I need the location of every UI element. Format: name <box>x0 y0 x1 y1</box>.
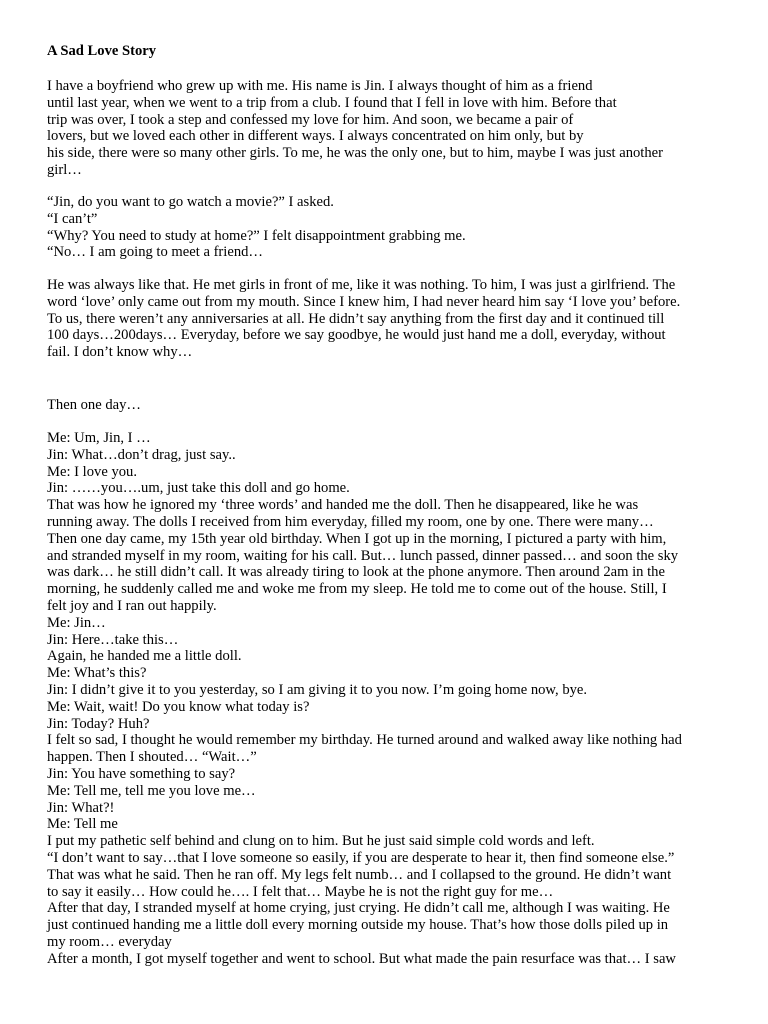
text-line: That was how he ignored my ‘three words’ and handed me the doll. Then he disappeared, like he was <box>47 497 639 514</box>
text-line: “I can’t” <box>47 210 98 227</box>
text-line: After that day, I stranded myself at home crying, just crying. He didn’t call me, although I was waiting. He <box>47 900 670 917</box>
text-line: He was always like that. He met girls in front of me, like it was nothing. To him, I was just a girlfriend. The <box>47 277 676 293</box>
text-line: girl… <box>47 161 82 178</box>
paragraph-then-one-day <box>47 397 141 414</box>
text-line: 100 days…200days… Everyday, before we say goodbye, he would just hand me a doll, everyday, without <box>47 327 666 344</box>
dialogue-confession <box>47 430 682 968</box>
text-line: Me: Tell me <box>47 816 118 833</box>
text-line: “Jin, do you want to go watch a movie?” I asked. <box>47 194 334 210</box>
text-line: Jin: Here…take this… <box>47 631 179 648</box>
text-line: trip was over, I took a step and confessed my love for him. And soon, we became a pair of <box>47 111 574 128</box>
text-line: “I don’t want to say…that I love someone so easily, if you are desperate to hear it, then find someone else.” <box>47 849 675 866</box>
document-title: A Sad Love Story <box>47 43 157 59</box>
text-line: Me: What’s this? <box>47 665 147 682</box>
text-line: To us, there weren’t any anniversaries at all. He didn’t say anything from the first day and it continued till <box>47 310 665 327</box>
paragraph-always-like-that <box>47 277 680 361</box>
text-line: fail. I don’t know why… <box>47 344 193 361</box>
text-line: Me: Um, Jin, I … <box>47 430 151 446</box>
text-line: word ‘love’ only came out from my mouth. Since I knew him, I had never heard him say ‘I love you’ before. <box>47 293 681 310</box>
text-line: Jin: What…don’t drag, just say.. <box>47 446 236 463</box>
text-line: Jin: What?! <box>47 799 115 816</box>
text-line: running away. The dolls I received from him everyday, filled my room, one by one. There were many… <box>47 513 654 530</box>
text-line: “No… I am going to meet a friend… <box>47 244 264 261</box>
text-line: Again, he handed me a little doll. <box>47 648 242 665</box>
text-line: Me: Jin… <box>47 614 106 631</box>
text-line: I put my pathetic self behind and clung on to him. But he just said simple cold words and left. <box>47 833 595 850</box>
text-line: until last year, when we went to a trip from a club. I found that I fell in love with him. Before that <box>47 94 617 111</box>
text-line: Jin: You have something to say? <box>47 765 236 782</box>
text-line: felt joy and I ran out happily. <box>47 597 217 614</box>
text-line: After a month, I got myself together and went to school. But what made the pain resurface was that… I saw <box>47 950 676 967</box>
dialogue-movie <box>47 194 466 261</box>
text-line: was dark… he still didn’t call. It was already tiring to look at the phone anymore. Then around 2am in the <box>47 564 665 581</box>
text-line: his side, there were so many other girls. To me, he was the only one, but to him, maybe I was just another <box>47 145 663 162</box>
text-line: I felt so sad, I thought he would remember my birthday. He turned around and walked away like nothing had <box>47 732 682 749</box>
text-line: Jin: I didn’t give it to you yesterday, so I am giving it to you now. I’m going home now, bye. <box>47 681 588 698</box>
text-line: and stranded myself in my room, waiting for his call. But… lunch passed, dinner passed… and soon the sky <box>47 547 679 564</box>
text-line: just continued handing me a little doll every morning outside my house. That’s how those dolls piled up in <box>47 917 669 934</box>
text-line: Jin: Today? Huh? <box>47 715 150 732</box>
text-line: lovers, but we loved each other in different ways. I always concentrated on him only, but by <box>47 128 584 145</box>
paragraph-intro <box>47 78 663 179</box>
text-line: morning, he suddenly called me and woke me from my sleep. He told me to come out of the house. Still, I <box>47 581 667 598</box>
text-line: Then one day came, my 15th year old birthday. When I got up in the morning, I pictured a party with him, <box>47 530 667 547</box>
text-line: Me: Wait, wait! Do you know what today is? <box>47 698 310 715</box>
text-line: happen. Then I shouted… “Wait…” <box>47 749 257 766</box>
text-line: Then one day… <box>47 397 142 413</box>
text-line: “Why? You need to study at home?” I felt disappointment grabbing me. <box>47 227 466 244</box>
text-line: Me: I love you. <box>47 463 137 480</box>
text-line: to say it easily… How could he…. I felt that… Maybe he is not the right guy for me… <box>47 883 554 900</box>
text-line: That was what he said. Then he ran off. My legs felt numb… and I collapsed to the ground. He didn’t want <box>47 866 672 883</box>
text-line: my room… everyday <box>47 933 172 950</box>
text-line: Me: Tell me, tell me you love me… <box>47 782 256 799</box>
text-line: I have a boyfriend who grew up with me. His name is Jin. I always thought of him as a friend <box>47 78 593 94</box>
text-line: Jin: ……you….um, just take this doll and go home. <box>47 480 350 497</box>
